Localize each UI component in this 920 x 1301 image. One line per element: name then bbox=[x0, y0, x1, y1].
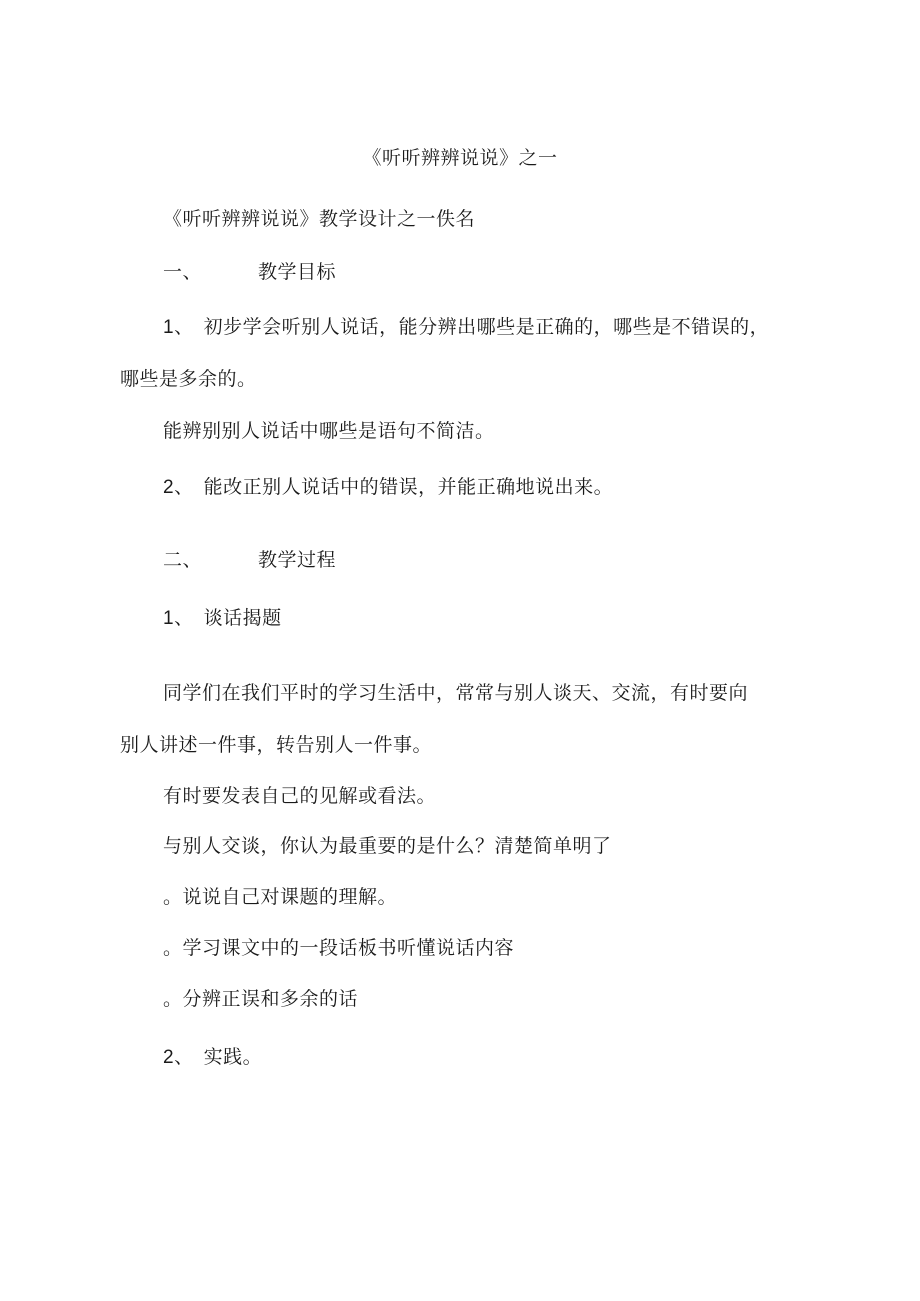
section-heading-2 bbox=[163, 547, 336, 573]
bullet-item-3: 。分辨正误和多余的话 bbox=[163, 988, 359, 1010]
bullet-item-2: 。学习课文中的一段话板书听懂说话内容 bbox=[163, 937, 515, 959]
goal-item-1 bbox=[163, 314, 769, 341]
section-heading-1 bbox=[163, 259, 336, 285]
paragraph-1-line-2: 别人讲述一件事，转告别人一件事。 bbox=[120, 734, 433, 756]
paragraph-3: 与别人交谈，你认为最重要的是什么？清楚简单明了 bbox=[163, 835, 612, 857]
goal-item-1-continuation: 哪些是多余的。 bbox=[120, 368, 257, 390]
goal-marker-2: 2、 bbox=[163, 477, 194, 498]
document-subtitle: 《听听辨辨说说》教学设计之一佚名 bbox=[163, 208, 476, 230]
step-item-2 bbox=[163, 1044, 262, 1071]
paragraph-2: 有时要发表自己的见解或看法。 bbox=[163, 785, 437, 807]
goal-text-2: 能改正别人说话中的错误，并能正确地说出来。 bbox=[203, 476, 614, 498]
goal-text-1: 初步学会听别人说话，能分辨出哪些是正确的，哪些是不错误的， bbox=[203, 316, 770, 338]
section-title-1: 教学目标 bbox=[258, 261, 337, 283]
step-text-2: 实践。 bbox=[203, 1046, 263, 1068]
section-title-2: 教学过程 bbox=[258, 549, 337, 571]
goal-item-2 bbox=[163, 474, 613, 501]
document-title: 《听听辨辨说说》之一 bbox=[362, 147, 558, 169]
step-marker-1: 1、 bbox=[163, 608, 194, 629]
paragraph-1-line-1: 同学们在我们平时的学习生活中，常常与别人谈天、交流，有时要向 bbox=[163, 682, 749, 704]
section-marker-1: 一、 bbox=[163, 261, 203, 283]
goal-marker-1: 1、 bbox=[163, 317, 194, 338]
step-marker-2: 2、 bbox=[163, 1047, 194, 1068]
step-text-1: 谈话揭题 bbox=[203, 607, 282, 629]
goal-item-1-extra: 能辨别别人说话中哪些是语句不简洁。 bbox=[163, 420, 495, 442]
step-item-1 bbox=[163, 605, 282, 632]
bullet-item-1: 。说说自己对课题的理解。 bbox=[163, 886, 398, 908]
section-marker-2: 二、 bbox=[163, 549, 203, 571]
